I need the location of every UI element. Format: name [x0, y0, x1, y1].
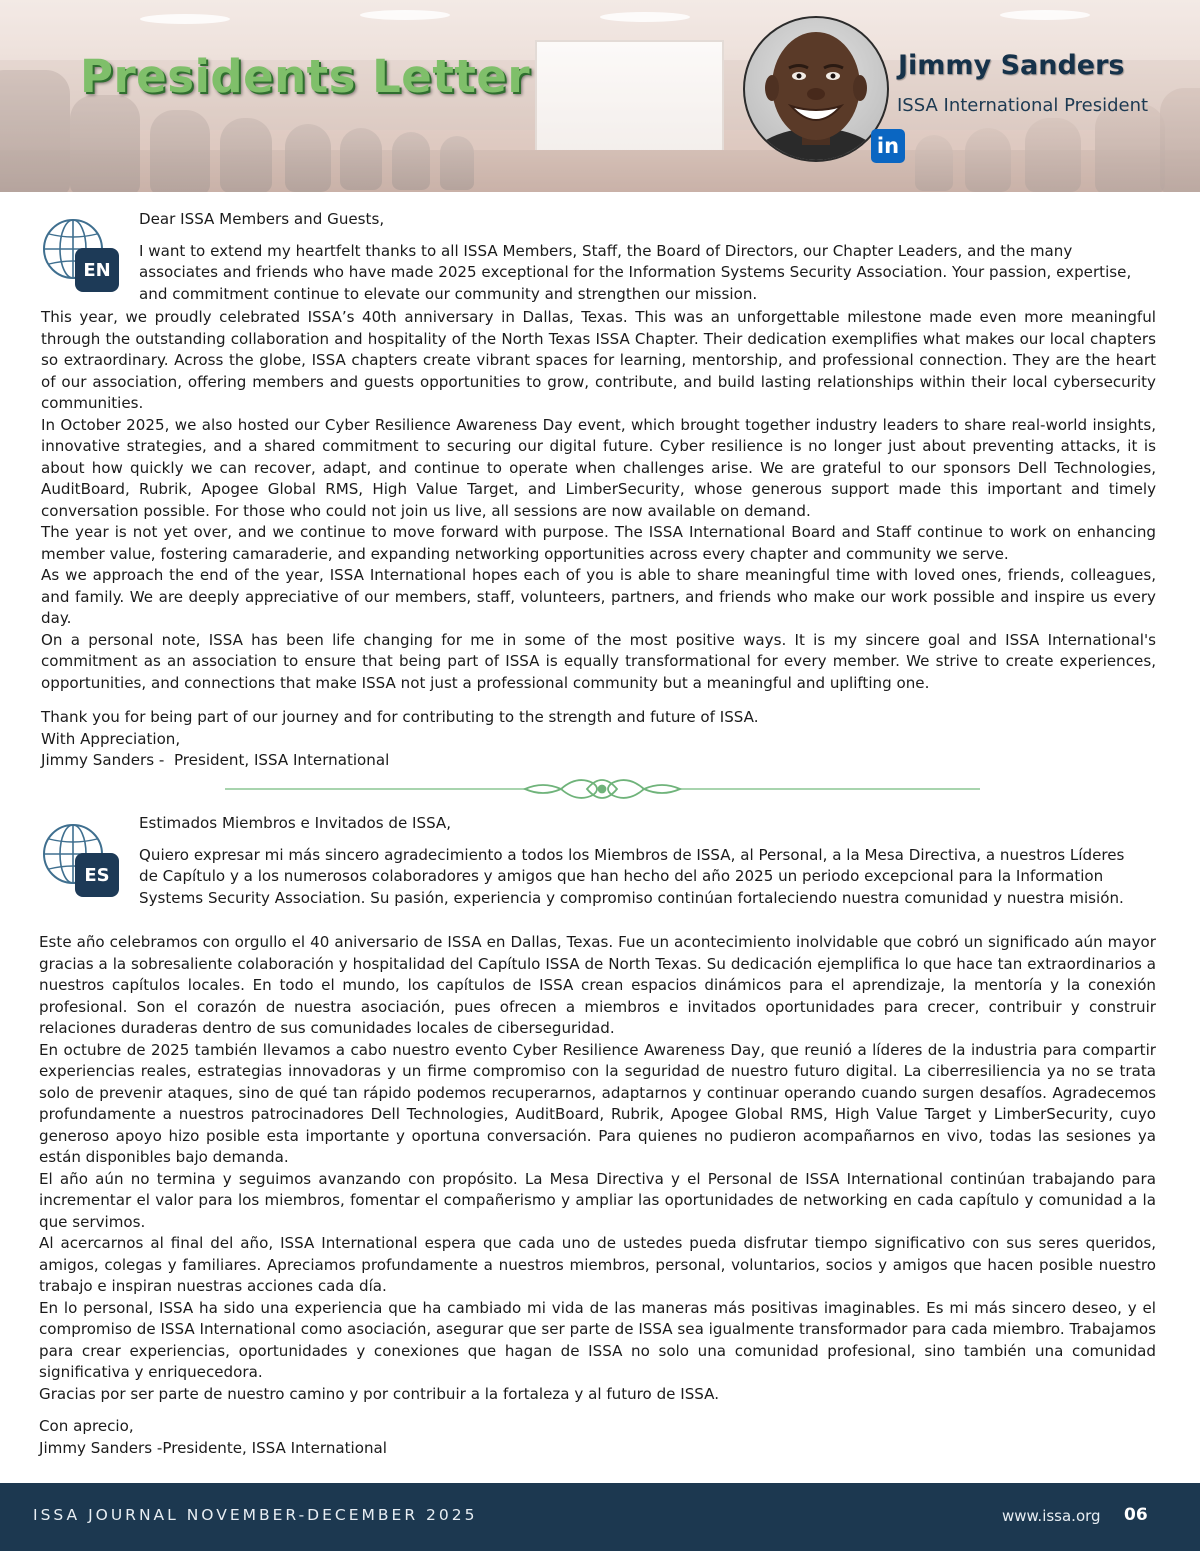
- portrait-nose: [807, 88, 825, 100]
- spanish-paragraph-3: El año aún no termina y seguimos avanzando con propósito. La Mesa Directiva y el Personal de ISSA International continúan trabajando para incrementar el valor para los miembros, fomentar el compañerismo y ampliar las oportunidades de networking en cada capítulo y comunidad a la que servimos.: [39, 1169, 1156, 1231]
- language-code-es: ES: [75, 853, 119, 897]
- english-intro: I want to extend my heartfelt thanks to all ISSA Members, Staff, the Board of Directors, our Chapter Leaders, and the many associates and friends who have made 2025 exceptional for the Information Systems Security Association. Your passion, expertise, and commitment continue to elevate our community and strengthen our mission.: [139, 241, 1132, 303]
- english-signoff: [41, 707, 1156, 772]
- page-title: Presidents Letter: [80, 50, 531, 103]
- spanish-salutation: Estimados Miembros e Invitados de ISSA,: [139, 814, 452, 832]
- portrait-face: [772, 32, 860, 140]
- english-paragraph-2: In October 2025, we also hosted our Cyber Resilience Awareness Day event, which brought together industry leaders to share real-world insights, innovative strategies, and a shared commitment to securing our digital future. Cyber resilience is no longer just about preventing attacks, it is about how quickly we can recover, adapt, and continue to operate when challenges arise. We are grateful to our sponsors Dell Technologies, AuditBoard, Rubrik, Apogee Global RMS, High Value Target, and LimberSecurity, whose generous support made this important and timely conversation possible. For those who could not join us live, all sessions are now available on demand.: [41, 415, 1156, 520]
- english-salutation: Dear ISSA Members and Guests,: [139, 210, 385, 228]
- spanish-body: [39, 932, 1156, 1405]
- spanish-language-badge: [40, 821, 122, 903]
- portrait-illustration: [745, 18, 887, 160]
- spanish-paragraph-2: En octubre de 2025 también llevamos a cabo nuestro evento Cyber Resilience Awareness Day, que reunió a líderes de la industria para compartir experiencias reales, estrategias innovadoras y un firme compromiso con la seguridad de nuestro futuro digital. La ciberresiliencia ya no se trata solo de prevenir ataques, sino de qué tan rápido podemos recuperarnos, adaptarnos y continuar operando cuando surgen desafíos. Agradecemos profundamente a nuestros patrocinadores Dell Technologies, AuditBoard, Rubrik, Apogee Global RMS, High Value Target y LimberSecurity, cuyo generoso apoyo hizo posible esta importante y oportuna conversación. Para quienes no pudieron acompañarnos en vivo, todas las sesiones ya están disponibles bajo demanda.: [39, 1040, 1156, 1166]
- english-intro-block: [139, 209, 1139, 305]
- portrait-pupil: [831, 74, 836, 79]
- president-name: Jimmy Sanders: [898, 50, 1125, 81]
- spanish-paragraph-4: Al acercarnos al final del año, ISSA International espera que cada uno de ustedes pueda disfrutar tiempo significativo con sus seres queridos, amigos, colegas y familiares. Apreciamos profundamente a nuestros miembros, personal, voluntarios, socios y amigos que hacen posible nuestro trabajo e inspiran nuestras acciones cada día.: [39, 1234, 1156, 1295]
- divider-ornament: [525, 780, 680, 798]
- journal-issue: ISSA JOURNAL NOVEMBER-DECEMBER 2025: [33, 1506, 478, 1524]
- english-body: [41, 307, 1156, 694]
- portrait-ear: [853, 75, 867, 101]
- page-footer: [0, 1483, 1200, 1551]
- ornamental-divider: [225, 773, 980, 805]
- president-role: ISSA International President: [897, 95, 1149, 116]
- english-closing: With Appreciation,: [41, 729, 181, 748]
- spanish-paragraph-1: Este año celebramos con orgullo el 40 aniversario de ISSA en Dallas, Texas. Fue un acontecimiento inolvidable que cobró un significado aún mayor gracias a la sobresaliente colaboración y hospitalidad del Capítulo ISSA de North Texas. Su dedicación ejemplifica lo que hace tan extraordinarios a nuestros capítulos locales. En todo el mundo, los capítulos de ISSA crean espacios dinámicos para el aprendizaje, la mentoría y la conexión profesional. Son el corazón de nuestra asociación, pues ofrecen a miembros e invitados oportunidades para crecer, contribuir y construir relaciones duraderas dentro de sus comunidades locales de ciberseguridad.: [39, 933, 1156, 1037]
- spanish-paragraph-6: Gracias por ser parte de nuestro camino y por contribuir a la fortaleza y al futuro de ISSA.: [39, 1384, 720, 1403]
- portrait-ear: [765, 75, 779, 101]
- portrait-pupil: [797, 74, 802, 79]
- english-paragraph-1: This year, we proudly celebrated ISSA’s 40th anniversary in Dallas, Texas. This was an unforgettable milestone made even more meaningful through the outstanding collaboration and hospitality of the North Texas ISSA Chapter. Their dedication exemplifies what makes our local chapters so extraordinary. Across the globe, ISSA chapters create vibrant spaces for learning, mentorship, and professional connection. They are the heart of our association, offering members and guests opportunities to grow, contribute, and build lasting relationships within their local cybersecurity communities.: [41, 308, 1156, 412]
- english-paragraph-3: The year is not yet over, and we continue to move forward with purpose. The ISSA International Board and Staff continue to work on enhancing member value, fostering camaraderie, and expanding networking opportunities across every chapter and community we serve.: [41, 523, 1156, 563]
- language-code-en: EN: [75, 248, 119, 292]
- spanish-signature: Jimmy Sanders -Presidente, ISSA International: [39, 1438, 387, 1457]
- linkedin-icon[interactable]: in: [871, 129, 905, 163]
- spanish-intro: Quiero expresar mi más sincero agradecimiento a todos los Miembros de ISSA, al Personal, a la Mesa Directiva, a nuestros Líderes de Capítulo y a los numerosos colaboradores y amigos que han hecho del año 2025 un periodo excepcional para la Information Systems Security Association. Su pasión, experiencia y compromiso continúan fortaleciendo nuestra comunidad y nuestra misión.: [139, 845, 1125, 907]
- spanish-intro-block: [139, 813, 1139, 909]
- english-paragraph-5: On a personal note, ISSA has been life changing for me in some of the most positive ways. It is my sincere goal and ISSA International's commitment as an association to ensure that being part of ISSA is equally transformational for every member. We strive to create experiences, opportunities, and connections that make ISSA not just a professional community but a meaningful and uplifting one.: [41, 630, 1156, 692]
- president-photo: [743, 16, 889, 162]
- english-thanks: Thank you for being part of our journey and for contributing to the strength and future of ISSA.: [41, 708, 759, 726]
- website-link[interactable]: www.issa.org: [1002, 1507, 1101, 1525]
- english-signature: Jimmy Sanders - President, ISSA International: [41, 751, 390, 769]
- spanish-signoff: [39, 1416, 1156, 1459]
- page-number: 06: [1124, 1505, 1148, 1525]
- spanish-paragraph-5: En lo personal, ISSA ha sido una experiencia que ha cambiado mi vida de las maneras más positivas imaginables. Es mi más sincero deseo, y el compromiso de ISSA International como asociación, asegurar que ser parte de ISSA sea igualmente transformador para cada miembro. Trabajamos para crear experiencias, oportunidades y conexiones que hagan de ISSA no solo una comunidad profesional, sino también una comunidad significativa y enriquecedora.: [39, 1298, 1156, 1381]
- english-paragraph-4: As we approach the end of the year, ISSA International hopes each of you is able to share meaningful time with loved ones, friends, colleagues, and family. We are deeply appreciative of our members, staff, volunteers, partners, and friends who make our work possible and inspire us every day.: [41, 566, 1156, 627]
- spanish-closing: Con aprecio,: [39, 1417, 134, 1435]
- english-language-badge: [40, 216, 122, 298]
